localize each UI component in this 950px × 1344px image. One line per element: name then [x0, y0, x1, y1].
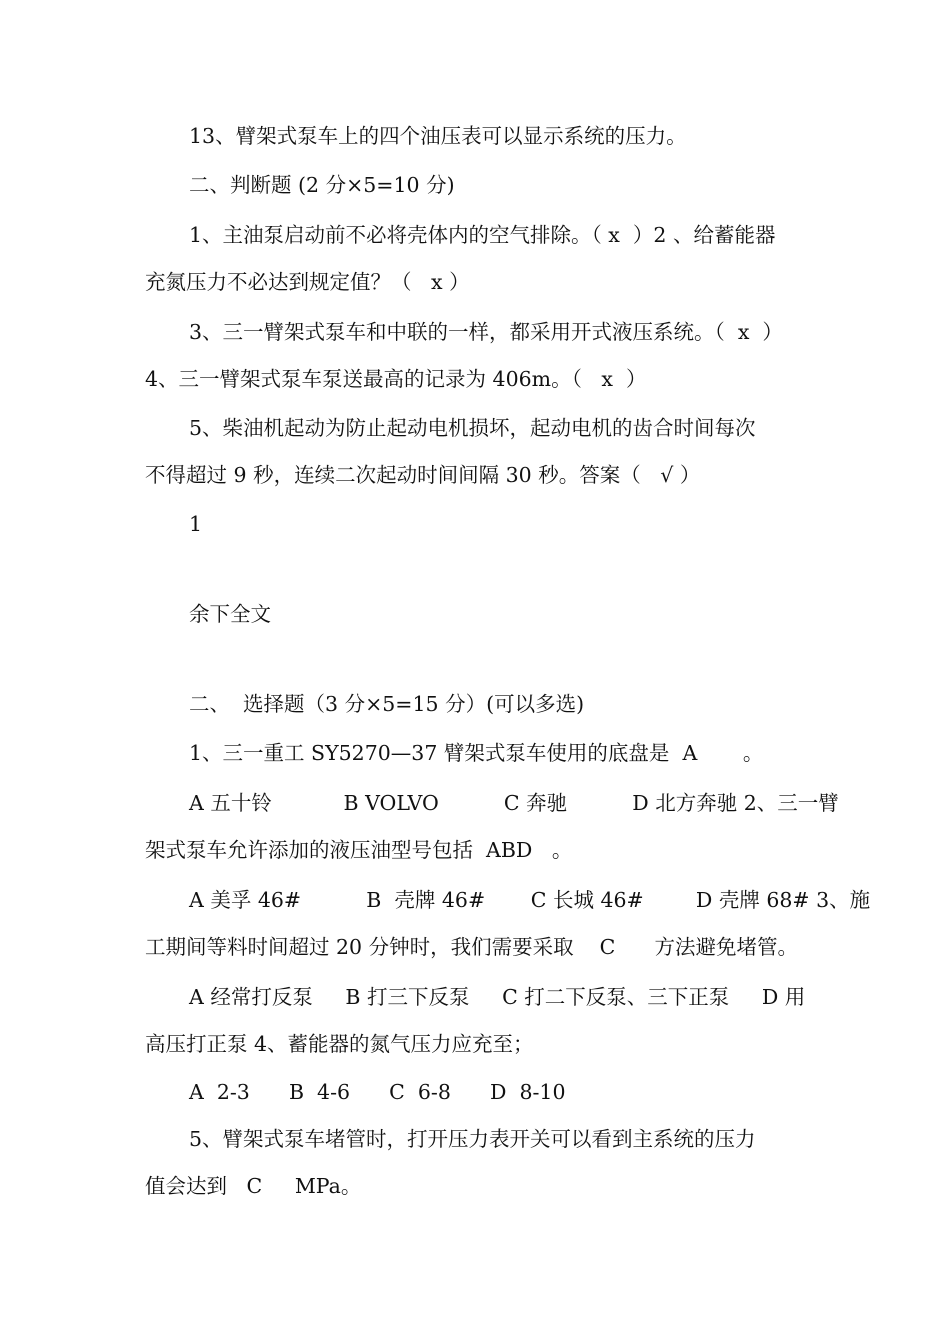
text-line: 充氮压力不必达到规定值？（ x ） — [145, 270, 470, 294]
text-line: 工期间等料时间超过 20 分钟时，我们需要采取 C 方法避免堵管。 — [145, 935, 798, 959]
section-heading: 二、 选择题（3 分×5=15 分）(可以多选) — [189, 692, 585, 716]
text-line: 13、臂架式泵车上的四个油压表可以显示系统的压力。 — [189, 124, 687, 148]
text-line: 1、主油泵启动前不必将壳体内的空气排除。（ x ）2 、给蓄能器 — [189, 223, 776, 247]
text-line: 不得超过 9 秒，连续二次起动时间间隔 30 秒。答案（ √ ） — [145, 463, 701, 487]
text-line: 架式泵车允许添加的液压油型号包括 ABD 。 — [145, 838, 573, 862]
text-line: A 经常打反泵 B 打三下反泵 C 打二下反泵、三下正泵 D 用 — [189, 985, 806, 1009]
text-line: 5、臂架式泵车堵管时，打开压力表开关可以看到主系统的压力 — [189, 1127, 756, 1151]
section-heading: 二、判断题 (2 分×5=10 分) — [189, 173, 455, 197]
page-number: 1 — [189, 512, 203, 536]
text-line: 3、三一臂架式泵车和中联的一样，都采用开式液压系统。（ x ） — [189, 320, 783, 344]
text-line: A 五十铃 B VOLVO C 奔驰 D 北方奔驰 2、三一臂 — [189, 791, 839, 815]
text-line: 4、三一臂架式泵车泵送最高的记录为 406m。（ x ） — [145, 367, 647, 391]
text-line: 1、三一重工 SY5270—37 臂架式泵车使用的底盘是 A 。 — [189, 741, 764, 765]
read-more-label: 余下全文 — [189, 602, 271, 626]
text-line: 高压打正泵 4、蓄能器的氮气压力应充至； — [145, 1032, 534, 1056]
text-line: 值会达到 C MPa。 — [145, 1174, 362, 1198]
text-line: 5、柴油机起动为防止起动电机损坏，起动电机的齿合时间每次 — [189, 416, 756, 440]
text-line: A 美孚 46# B 壳牌 46# C 长城 46# D 壳牌 68# 3、施 — [189, 888, 871, 912]
text-line: A 2-3 B 4-6 C 6-8 D 8-10 — [189, 1080, 566, 1104]
